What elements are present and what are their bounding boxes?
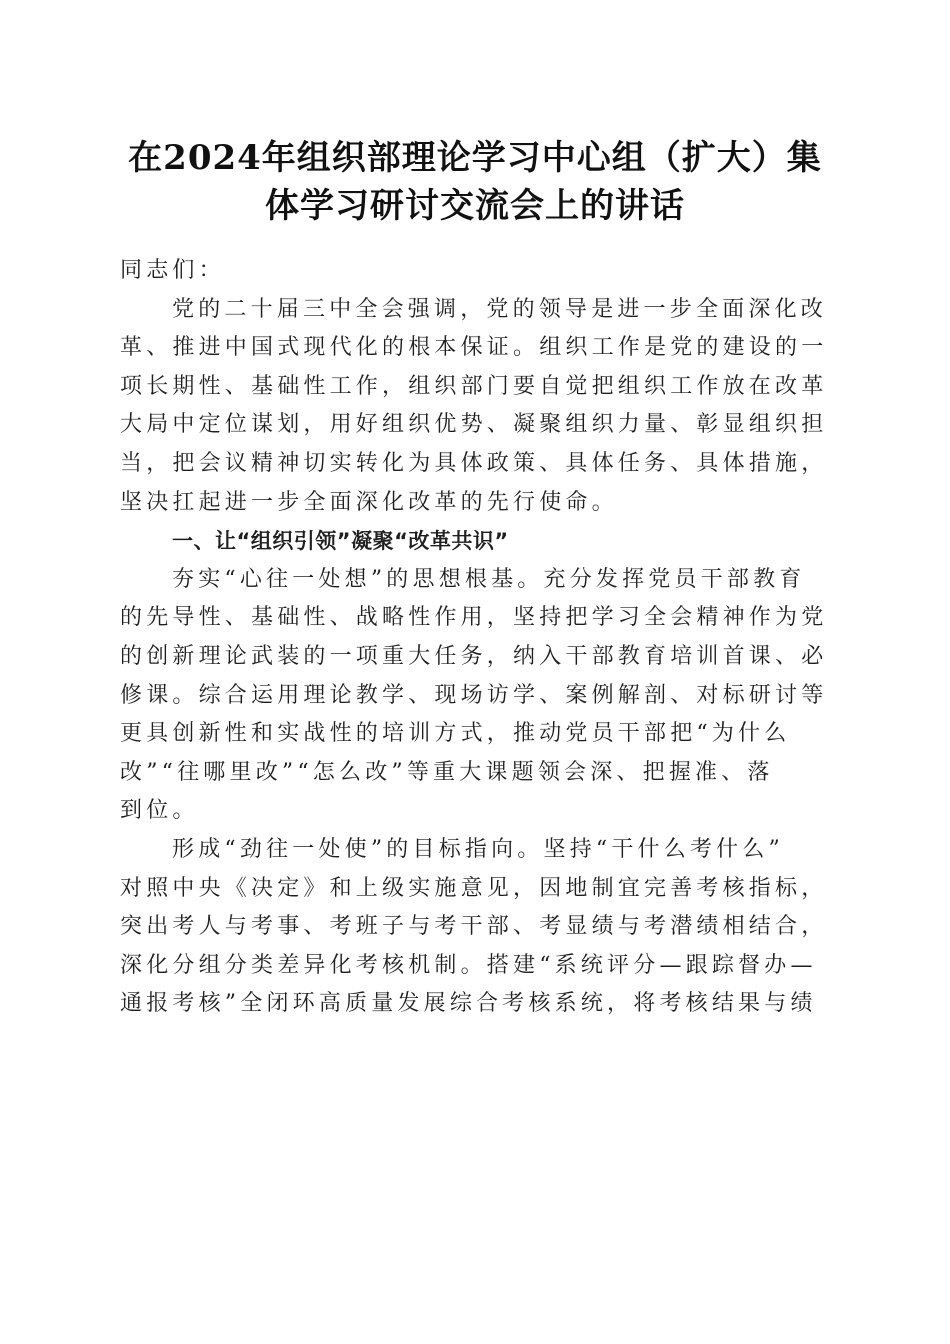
salutation: 同志们： [120, 258, 225, 283]
paragraph-line: 形成“劲往一处使”的目标指向。坚持“干什么考什么” [172, 836, 784, 862]
section-heading: 一、让“组织引领”凝聚“改革共识” [172, 529, 509, 554]
intro-line: 项长期性、基础性工作，组织部门要自觉把组织工作放在改革 [120, 373, 828, 399]
paragraph-line: 通报考核”全闭环高质量发展综合考核系统，将考核结果与绩 [120, 991, 817, 1017]
paragraph-line: 深化分组分类差异化考核机制。搭建“系统评分—跟踪督办— [120, 952, 817, 978]
paragraph-line: 夯实“心往一处想”的思想根基。充分发挥党员干部教育 [172, 566, 806, 592]
intro-line: 当，把会议精神切实转化为具体政策、具体任务、具体措施， [120, 450, 828, 476]
intro-line: 大局中定位谋划，用好组织优势、凝聚组织力量、彰显组织担 [120, 412, 828, 438]
paragraph-line: 更具创新性和实战性的培训方式，推动党员干部把“为什么 [120, 721, 791, 747]
paragraph-line: 对照中央《决定》和上级实施意见，因地制宜完善考核指标， [120, 875, 828, 901]
paragraph-line: 改”“往哪里改”“怎么改”等重大课题领会深、把握准、落 [120, 759, 774, 785]
paragraph-line: 的创新理论武装的一项重大任务，纳入干部教育培训首课、必 [120, 643, 828, 669]
document-body [120, 252, 828, 1024]
document-title [120, 134, 830, 230]
title-line: 体学习研讨交流会上的讲话 [265, 186, 685, 226]
intro-line: 党的二十届三中全会强调，党的领导是进一步全面深化改 [172, 296, 828, 322]
paragraph-line: 突出考人与考事、考班子与考干部、考显绩与考潜绩相结合， [120, 914, 828, 940]
paragraph-line: 的先导性、基础性、战略性作用，坚持把学习全会精神作为党 [120, 605, 828, 631]
paragraph-line: 修课。综合运用理论教学、现场访学、案例解剖、对标研讨等 [120, 682, 828, 708]
title-line: 在2024年组织部理论学习中心组（扩大）集 [128, 138, 822, 178]
intro-line: 坚决扛起进一步全面深化改革的先行使命。 [120, 489, 618, 515]
intro-line: 革、推进中国式现代化的根本保证。组织工作是党的建设的一 [120, 335, 828, 361]
paragraph-line: 到位。 [120, 798, 199, 824]
